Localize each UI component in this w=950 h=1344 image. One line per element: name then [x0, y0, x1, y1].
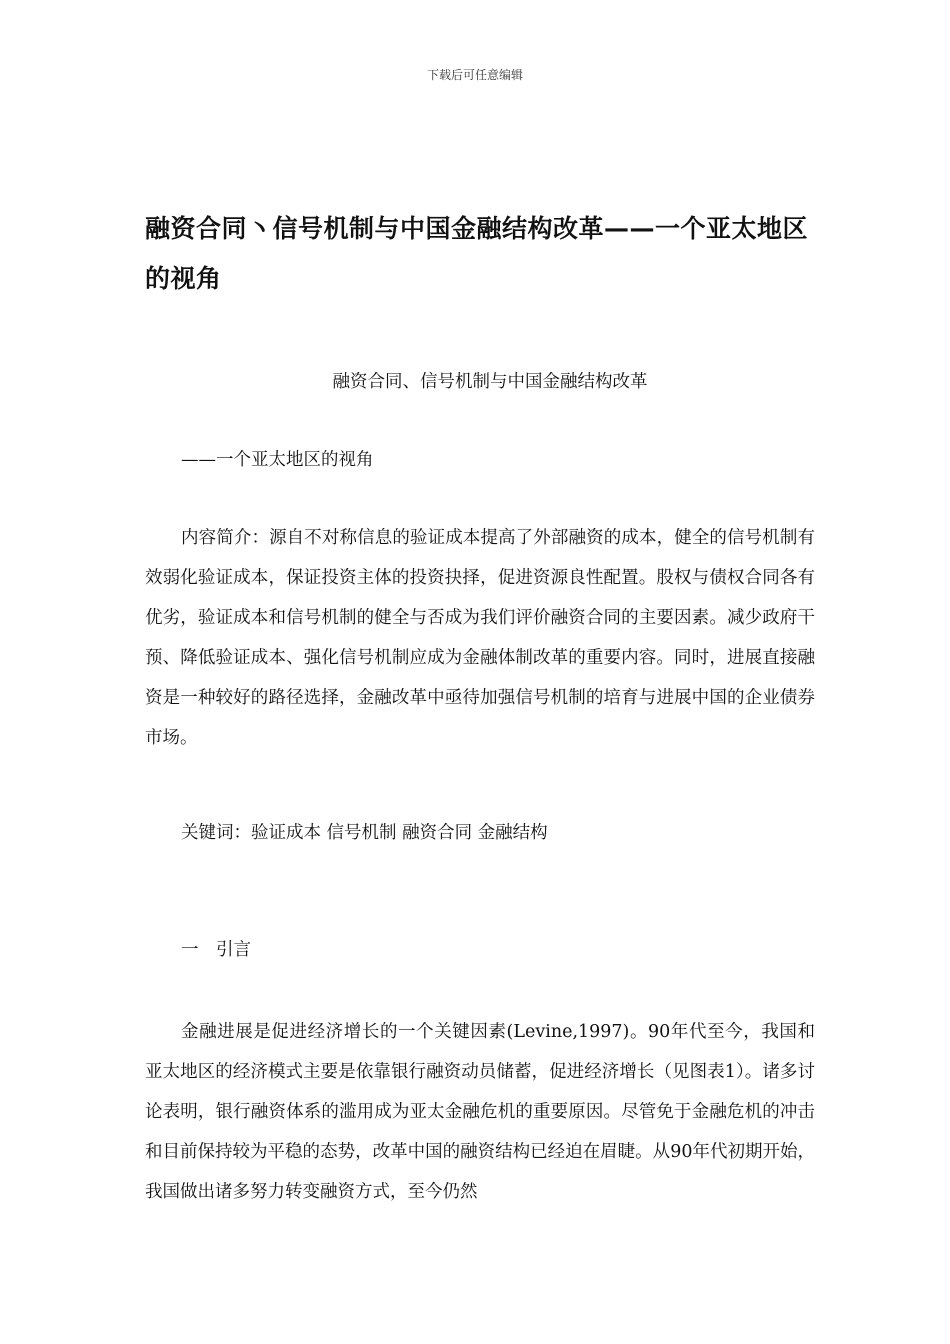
- subtitle-main: 融资合同、信号机制与中国金融结构改革: [332, 372, 648, 392]
- section-heading: 一 引言: [181, 940, 251, 960]
- abstract-paragraph: 内容简介：源自不对称信息的验证成本提高了外部融资的成本，健全的信号机制有效弱化验证成本，保证投资主体的投资抉择，促进资源良性配置。股权与债权合同各有优劣，验证成本和信号机制的健全与否成为我们评价融资合同的主要因素。减少政府干预、降低验证成本、强化信号机制应成为金融体制改革的重要内容。同时，进展直接融资是一种较好的路径选择，金融改革中亟待加强信号机制的培育与进展中国的企业债券市场。: [145, 528, 815, 748]
- intro-paragraph: 金融进展是促进经济增长的一个关键因素(Levine,1997)。90年代至今，我国和亚太地区的经济模式主要是依靠银行融资动员储蓄，促进经济增长（见图表1）。诸多讨论表明，银行融资体系的滥用成为亚太金融危机的重要原因。尽管免于金融危机的冲击和目前保持较为平稳的态势，改革中国的融资结构已经迫在眉睫。从90年代初期开始，我国做出诸多努力转变融资方式，至今仍然: [145, 1022, 815, 1202]
- keywords-line: 关键词：验证成本 信号机制 融资合同 金融结构: [181, 823, 548, 843]
- page-header-note: 下载后可任意编辑: [426, 68, 523, 82]
- document-title: 融资合同丶信号机制与中国金融结构改革——一个亚太地区的视角: [145, 214, 809, 293]
- subtitle-sub: ——一个亚太地区的视角: [181, 450, 374, 470]
